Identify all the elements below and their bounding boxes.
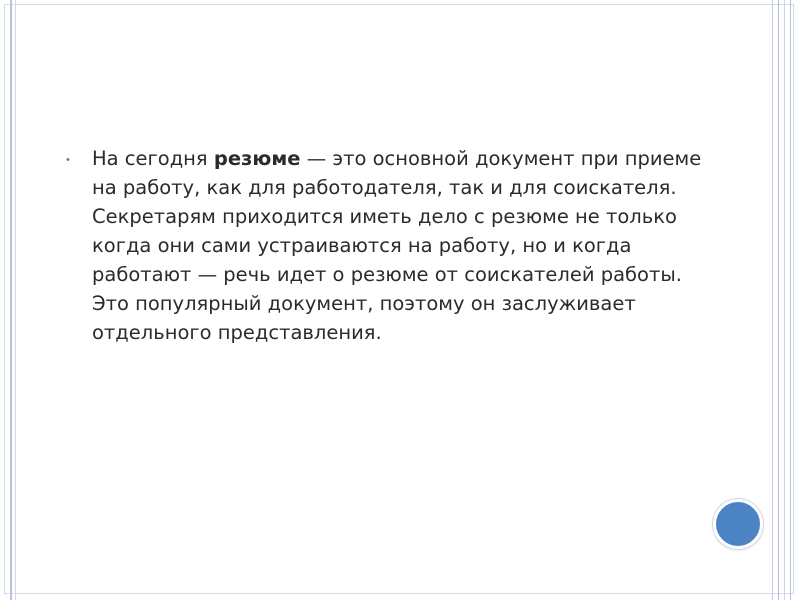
bullet-icon: • [66,154,70,166]
slide-content [66,144,706,347]
right-border-line [778,0,779,600]
right-border-line [772,0,773,600]
paragraph-text-start: На сегодня [92,147,214,170]
left-border-line [10,0,12,600]
right-border-line [790,0,791,600]
bullet-item [66,144,706,347]
paragraph-text-rest: — это основной документ при приеме на работу, как для работодателя, так и для соискателя. Секретарям приходится иметь дело с резюме не только когда они сами устраиваются на работу, но и когда работают — речь идет о резюме от соискателей работы. Это популярный документ, поэтому он заслуживает отдельного представления. [92,147,702,344]
body-paragraph [92,144,704,347]
decorative-circle-icon [713,499,763,549]
paragraph-bold-term: резюме [213,147,301,170]
right-border-line [784,0,785,600]
left-border-line [15,0,16,600]
